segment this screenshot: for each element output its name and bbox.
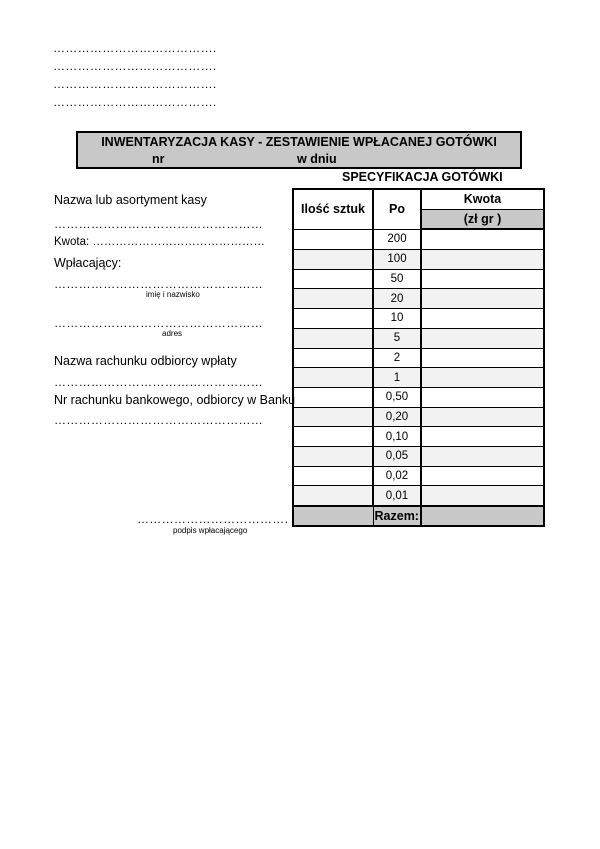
- table-row: [293, 368, 544, 388]
- cash-name-label: Nazwa lub asortyment kasy: [54, 193, 207, 207]
- payer-name-caption: imię i nazwisko: [146, 290, 200, 299]
- document-number-label: nr: [152, 152, 165, 166]
- amount-cell: [421, 229, 544, 249]
- total-label: Razem:: [373, 506, 421, 526]
- denomination-cell: 20: [373, 289, 421, 309]
- payer-address-caption: adres: [162, 329, 183, 338]
- count-cell: [293, 309, 373, 329]
- denomination-cell: 0,02: [373, 466, 421, 486]
- count-cell: [293, 407, 373, 427]
- spec-title: SPECYFIKACJA GOTÓWKI: [342, 170, 503, 184]
- document-date-label: w dniu: [297, 152, 337, 166]
- amount-cell: [421, 486, 544, 506]
- count-cell: [293, 348, 373, 368]
- amount-cell: [421, 328, 544, 348]
- amount-cell: [421, 348, 544, 368]
- denomination-cell: 2: [373, 348, 421, 368]
- total-amount-cell: [421, 506, 544, 526]
- total-count-cell: [293, 506, 373, 526]
- count-cell: [293, 328, 373, 348]
- account-number-label: Nr rachunku bankowego, odbiorcy w Banku: [54, 393, 296, 407]
- document-title: INWENTARYZACJA KASY - ZESTAWIENIE WPŁACANEJ GOTÓWKI: [101, 135, 497, 149]
- denomination-column-header: Po: [373, 189, 421, 229]
- cash-name-line: ……………………………………………: [54, 217, 264, 231]
- payer-address-line: ……………………………………………: [54, 316, 264, 330]
- table-row: [293, 328, 544, 348]
- count-cell: [293, 387, 373, 407]
- payer-label: Wpłacający:: [54, 256, 122, 270]
- amount-column-header: Kwota: [421, 189, 544, 209]
- count-cell: [293, 368, 373, 388]
- denomination-cell: 0,01: [373, 486, 421, 506]
- amount-unit-header: (zł gr ): [421, 209, 544, 229]
- amount-cell: [421, 309, 544, 329]
- top-line-1: ………………………………….: [53, 41, 217, 55]
- table-row: [293, 407, 544, 427]
- count-cell: [293, 466, 373, 486]
- table-row: [293, 309, 544, 329]
- table-row: [293, 229, 544, 249]
- amount-cell: [421, 250, 544, 270]
- top-line-4: ………………………………….: [53, 95, 217, 109]
- signature-line: ……………………………….: [137, 512, 289, 526]
- table-row: [293, 486, 544, 506]
- top-line-2: ………………………………….: [53, 59, 217, 73]
- amount-cell: [421, 466, 544, 486]
- amount-cell: [421, 289, 544, 309]
- table-row: [293, 250, 544, 270]
- denomination-cell: 0,20: [373, 407, 421, 427]
- count-cell: [293, 427, 373, 447]
- count-cell: [293, 250, 373, 270]
- payer-name-line: ……………………………………………: [54, 277, 264, 291]
- account-name-line: ……………………………………………: [54, 375, 264, 389]
- table-row: [293, 269, 544, 289]
- account-name-label: Nazwa rachunku odbiorcy wpłaty: [54, 354, 237, 368]
- count-cell: [293, 486, 373, 506]
- denomination-cell: 50: [373, 269, 421, 289]
- document-header: [76, 131, 522, 169]
- signature-caption: podpis wpłacającego: [173, 526, 248, 535]
- top-line-3: ………………………………….: [53, 77, 217, 91]
- table-row: [293, 446, 544, 466]
- count-column-header: Ilość sztuk: [293, 189, 373, 229]
- amount-cell: [421, 446, 544, 466]
- table-row: [293, 466, 544, 486]
- cash-specification-table: [292, 188, 545, 527]
- table-row: [293, 427, 544, 447]
- account-number-line: ……………………………………………: [54, 413, 264, 427]
- denomination-cell: 10: [373, 309, 421, 329]
- count-cell: [293, 446, 373, 466]
- amount-label: Kwota: ………………………………………: [54, 236, 265, 248]
- count-cell: [293, 229, 373, 249]
- amount-cell: [421, 407, 544, 427]
- table-row: [293, 348, 544, 368]
- amount-cell: [421, 427, 544, 447]
- table-row: [293, 289, 544, 309]
- count-cell: [293, 269, 373, 289]
- denomination-cell: 1: [373, 368, 421, 388]
- denomination-cell: 0,50: [373, 387, 421, 407]
- amount-cell: [421, 387, 544, 407]
- amount-cell: [421, 368, 544, 388]
- denomination-cell: 100: [373, 250, 421, 270]
- denomination-cell: 5: [373, 328, 421, 348]
- amount-cell: [421, 269, 544, 289]
- denomination-cell: 0,10: [373, 427, 421, 447]
- count-cell: [293, 289, 373, 309]
- denomination-cell: 0,05: [373, 446, 421, 466]
- table-row: [293, 387, 544, 407]
- denomination-cell: 200: [373, 229, 421, 249]
